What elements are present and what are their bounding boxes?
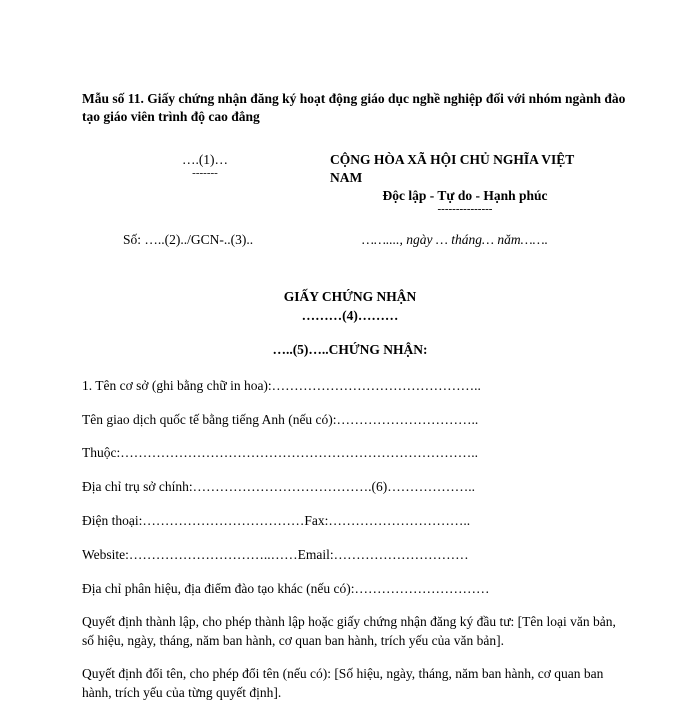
- field-facility-name: 1. Tên cơ sở (ghi bằng chữ in hoa):………………………………………..: [82, 378, 481, 393]
- left-separator: -------: [192, 167, 218, 179]
- field-head-office: Địa chỉ trụ sở chính:………………………………….(6)………………..: [82, 479, 475, 494]
- field-website-email: Website:…………………………..……Email:…………………………: [82, 547, 469, 562]
- field-english-name: Tên giao dịch quốc tế bằng tiếng Anh (nếu có):…………………………..: [82, 412, 479, 427]
- certifies-line: …..(5)…..CHỨNG NHẬN:: [272, 342, 428, 357]
- right-separator: ---------------: [437, 203, 493, 215]
- nation-title-line1: CỘNG HÒA XÃ HỘI CHỦ NGHĨA VIỆT: [330, 152, 575, 167]
- agency-placeholder: ….(1)…: [181, 152, 229, 167]
- field-rename-decision: Quyết định đổi tên, cho phép đổi tên (nếu có): [Số hiệu, ngày, tháng, năm ban hành, cơ quan ban hành, trích yếu của từng quyết định].: [82, 666, 604, 700]
- national-motto: Độc lập - Tự do - Hạnh phúc: [382, 188, 548, 203]
- field-establishment-decision: Quyết định thành lập, cho phép thành lập hoặc giấy chứng nhận đăng ký đầu tư: [Tên loại văn bản, số hiệu, ngày, tháng, năm ban hành, cơ quan ban hành, trích yếu của văn bản].: [82, 614, 616, 648]
- field-phone-fax: Điện thoại:………………………………Fax:…………………………..: [82, 513, 471, 528]
- certificate-subtitle: ………(4)………: [301, 308, 399, 323]
- field-belongs-to: Thuộc:……………………………………………………………………..: [82, 445, 478, 460]
- nation-title-line2: NAM: [330, 170, 363, 185]
- document-number: Số: …..(2)../GCN-..(3)..: [123, 232, 254, 247]
- document-heading: Mẫu số 11. Giấy chứng nhận đăng ký hoạt động giáo dục nghề nghiệp đối với nhóm ngành đào tạo giáo viên trình độ cao đẳng: [82, 91, 626, 124]
- certificate-title: GIẤY CHỨNG NHẬN: [283, 289, 417, 304]
- field-branch-address: Địa chỉ phân hiệu, địa điểm đào tạo khác (nếu có):…………………………: [82, 581, 490, 596]
- document-date: ……...., ngày … tháng… năm…….: [362, 232, 549, 247]
